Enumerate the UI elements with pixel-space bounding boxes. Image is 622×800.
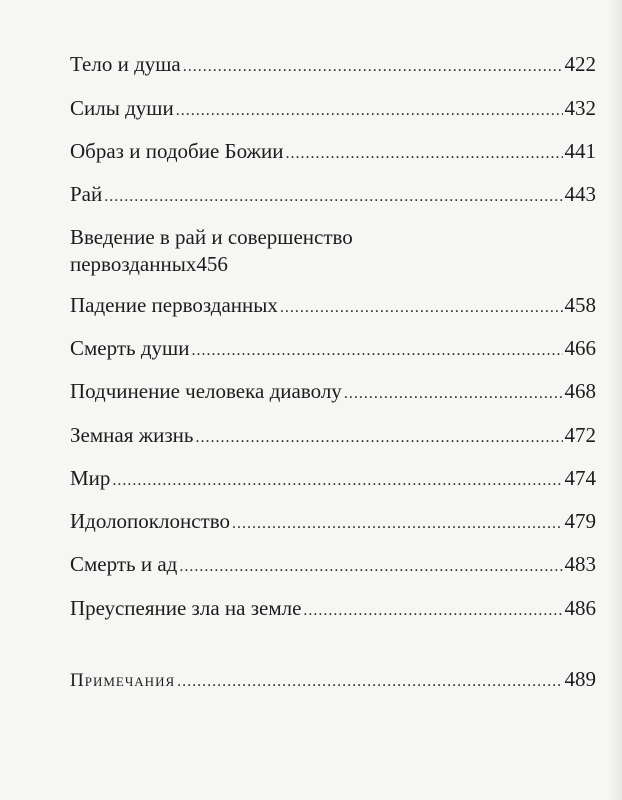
toc-entry-body-and-soul[interactable] [70, 52, 596, 79]
toc-entry-page: 443 [564, 182, 596, 206]
toc-leader-dots [104, 185, 562, 209]
toc-entry-title-line-2: первозданных [70, 252, 197, 276]
toc-entry-idolatry[interactable] [70, 509, 596, 536]
toc-entry-page: 472 [564, 423, 596, 447]
toc-entry-introduction-to-paradise[interactable] [70, 224, 596, 278]
toc-leader-dots [183, 55, 563, 79]
toc-entry-page: 486 [564, 596, 596, 620]
toc-leader-dots [179, 555, 562, 579]
toc-leader-dots [280, 296, 563, 320]
toc-entry-title: Силы души [70, 96, 174, 120]
toc-leader-dots [177, 670, 562, 694]
toc-entry-title: Примечания [70, 670, 176, 691]
toc-entry-title: Тело и душа [70, 52, 181, 76]
toc-entry-fall-of-first-created[interactable] [70, 293, 596, 320]
toc-entry-title: Смерть и ад [70, 552, 178, 576]
toc-entry-page: 466 [564, 336, 596, 360]
toc-entry-title: Подчинение человека диаволу [70, 379, 342, 403]
toc-entry-prosperity-of-evil[interactable] [70, 596, 596, 623]
toc-entry-powers-of-soul[interactable] [70, 96, 596, 123]
toc-entry-title: Падение первозданных [70, 293, 278, 317]
toc-entry-subjection-to-devil[interactable] [70, 379, 596, 406]
toc-leader-dots [195, 426, 562, 450]
toc-entry-title: Мир [70, 466, 111, 490]
toc-entry-title: Преуспеяние зла на земле [70, 596, 302, 620]
toc-leader-dots [286, 142, 563, 166]
toc-entry-page: 479 [564, 509, 596, 533]
toc-entry-world[interactable] [70, 466, 596, 493]
toc-entry-title: Смерть души [70, 336, 190, 360]
toc-entry-death-of-soul[interactable] [70, 336, 596, 363]
toc-leader-dots [344, 382, 563, 406]
toc-entry-notes[interactable] [70, 667, 596, 694]
toc-leader-dots [191, 339, 562, 363]
toc-entry-page: 441 [564, 139, 596, 163]
toc-entry-title: Рай [70, 182, 103, 206]
toc-entry-page: 468 [564, 379, 596, 403]
toc-entry-page: 474 [564, 466, 596, 490]
toc-leader-dots [176, 99, 563, 123]
toc-entry-page: 422 [564, 52, 596, 76]
toc-entry-page: 458 [564, 293, 596, 317]
toc-entry-title: Земная жизнь [70, 423, 194, 447]
toc-entry-paradise[interactable] [70, 182, 596, 209]
toc-leader-dots [232, 512, 563, 536]
page-edge-shadow [608, 0, 622, 800]
toc-entry-title: Образ и подобие Божии [70, 139, 284, 163]
toc-entry-title: Идолопоклонство [70, 509, 230, 533]
toc-entry-page: 483 [564, 552, 596, 576]
toc-entry-line-2 [70, 251, 596, 278]
toc-entry-page: 489 [564, 667, 596, 691]
toc-entry-title-line-1: Введение в рай и совершенство [70, 225, 353, 249]
toc-entry-image-and-likeness[interactable] [70, 139, 596, 166]
toc-entry-page: 456 [196, 252, 228, 276]
toc-leader-dots [303, 599, 562, 623]
toc-entry-death-and-hell[interactable] [70, 552, 596, 579]
toc-entry-page: 432 [564, 96, 596, 120]
toc-leader-dots [112, 469, 562, 493]
toc-entry-earthly-life[interactable] [70, 423, 596, 450]
